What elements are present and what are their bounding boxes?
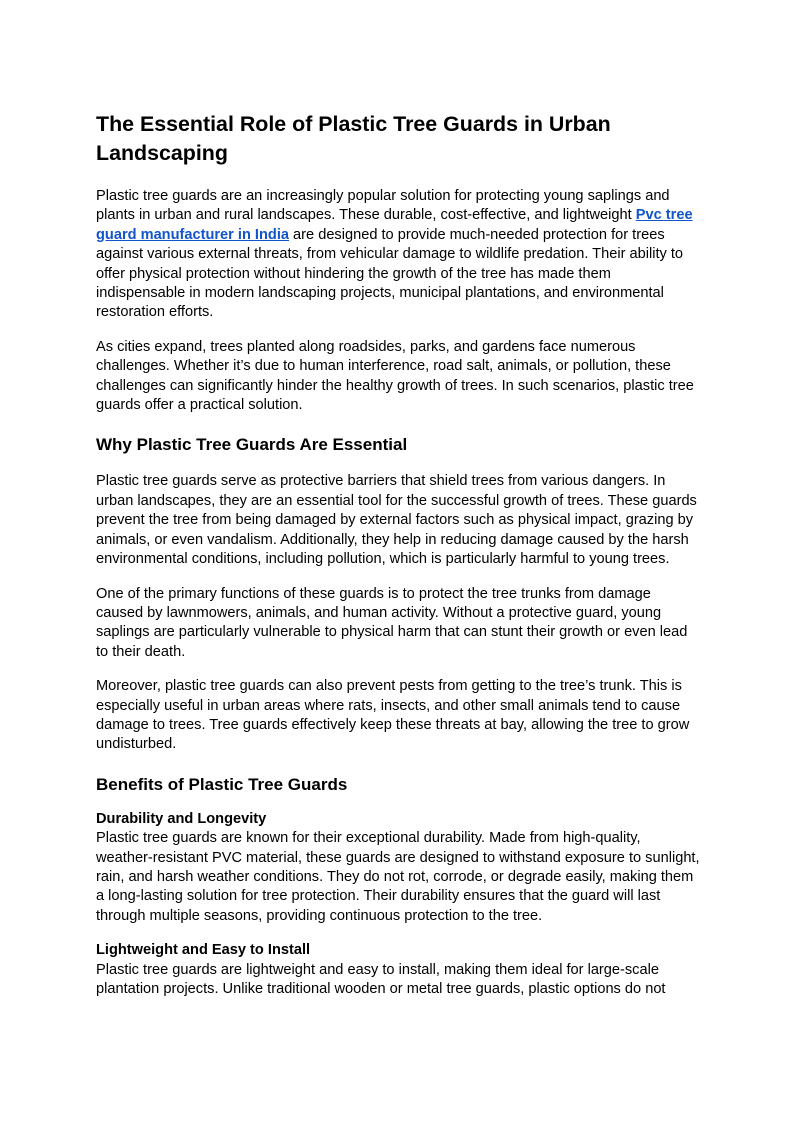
subsection-durability (96, 810, 701, 926)
page-title: The Essential Role of Plastic Tree Guards in Urban Landscaping (96, 112, 611, 165)
intro-text-after-link: are designed to provide much-needed protection for trees against various external threats, from vehicular damage to wildlife predation. Their ability to offer physical protection without hindering the growth of the tree has made them indispensable in modern landscaping projects, municipal plantations, and environmental restoration efforts. (96, 226, 684, 321)
paragraph-functions: One of the primary functions of these guards is to protect the tree trunks from damage caused by lawnmowers, animals, and human activity. Without a protective guard, young saplings are particularly vulnerable to physical harm that can stunt their growth or even lead to their death. (96, 585, 688, 660)
subsection-text-lightweight: Plastic tree guards are lightweight and easy to install, making them ideal for large-scale plantation projects. Unlike traditional wooden or metal tree guards, plastic options do not (96, 961, 666, 997)
manufacturer-link[interactable]: Pvc tree guard manufacturer in India (96, 207, 693, 243)
paragraph-pests: Moreover, plastic tree guards can also prevent pests from getting to the tree’s trunk. This is especially useful in urban areas where rats, insects, and other small animals tend to cause damage to trees. Tree guards effectively keep these threats at bay, allowing the tree to grow undisturbed. (96, 678, 690, 753)
paragraph-cities: As cities expand, trees planted along roadsides, parks, and gardens face numerous challenges. Whether it’s due to human interference, road salt, animals, or pollution, these challenges can significantly hinder the healthy growth of trees. In such scenarios, plastic tree guards offer a practical solution. (96, 338, 694, 414)
subsection-title-lightweight: Lightweight and Easy to Install (96, 942, 311, 959)
subsection-lightweight (96, 941, 701, 999)
subsection-title-durability: Durability and Longevity (96, 810, 267, 827)
document-page (96, 110, 701, 1014)
subsection-text-durability: Plastic tree guards are known for their exceptional durability. Made from high-quality, weather-resistant PVC material, these guards are designed to withstand exposure to sunlight, rain, and harsh weather conditions. They do not rot, corrode, or degrade easily, making them a long-lasting solution for tree protection. Their durability ensures that the guard will last through multiple seasons, providing continuous protection to the tree. (96, 830, 700, 924)
section-heading-benefits: Benefits of Plastic Tree Guards (96, 774, 348, 794)
section-heading-why: Why Plastic Tree Guards Are Essential (96, 435, 408, 455)
intro-text-before-link: Plastic tree guards are an increasingly popular solution for protecting young saplings and plants in urban and rural landscapes. These durable, cost-effective, and lightweight (96, 188, 670, 224)
paragraph-barriers: Plastic tree guards serve as protective barriers that shield trees from various dangers. In urban landscapes, they are an essential tool for the successful growth of trees. These guards prevent the tree from being damaged by external factors such as physical impact, grazing by animals, or even vandalism. Additionally, they help in reducing damage caused by the harsh environmental conditions, including pollution, which is particularly harmful to young trees. (96, 473, 697, 568)
intro-paragraph (96, 187, 701, 323)
